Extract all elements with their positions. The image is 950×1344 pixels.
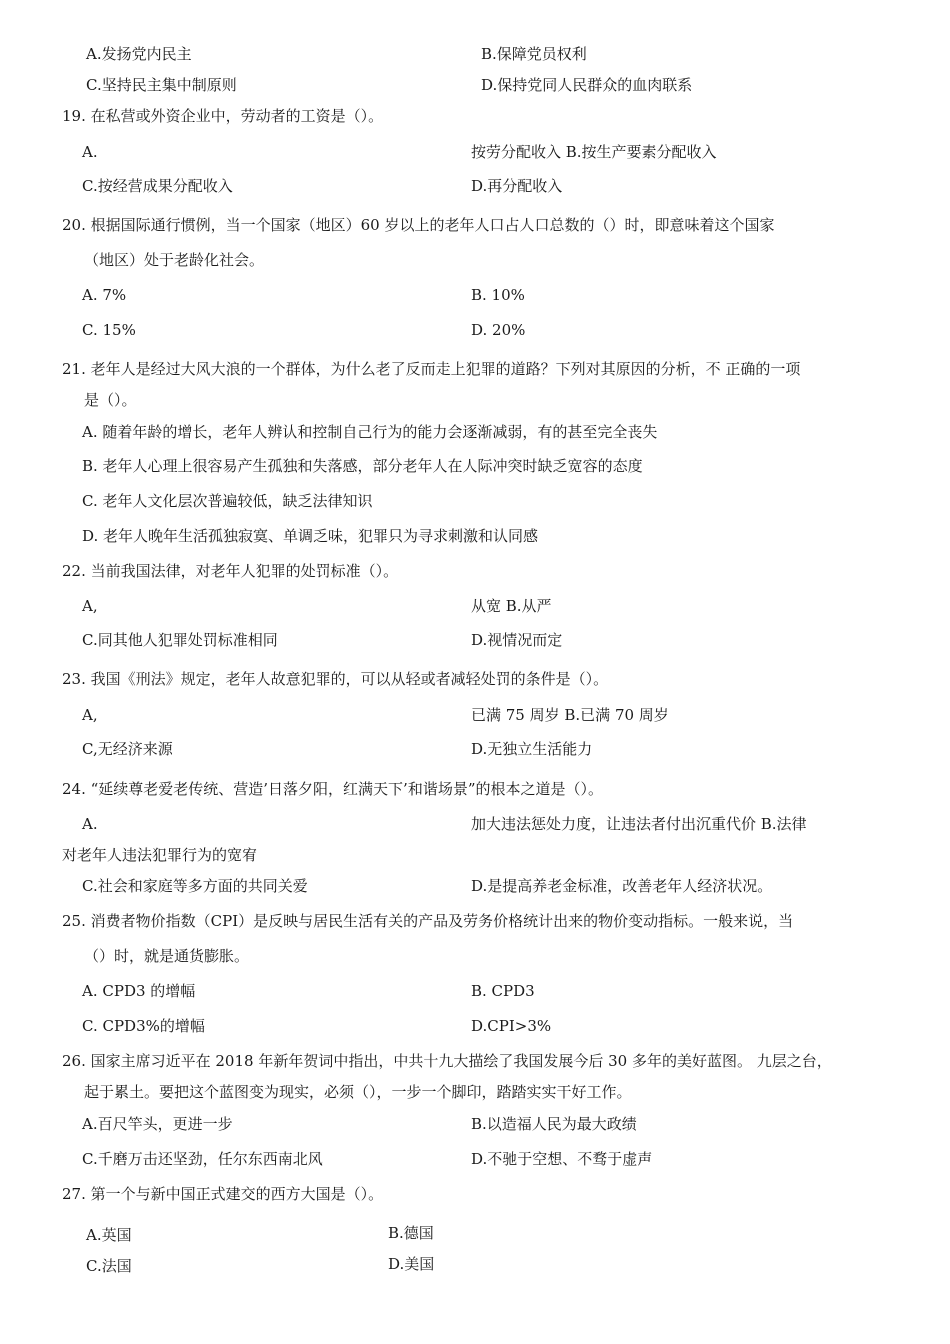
q23-option-c: C,无经济来源 (82, 740, 173, 758)
q21-option-b: B. 老年人心理上很容易产生孤独和失落感，部分老年人在人际冲突时缺乏宽容的态度 (82, 457, 643, 475)
q20-option-b: B. 10% (471, 286, 525, 304)
q23-option-d: D.无独立生活能力 (471, 740, 593, 758)
q22-option-c: C.同其他人犯罪处罚标准相同 (82, 631, 278, 649)
q20-stem-line1: 20. 根据国际通行惯例，当一个国家（地区）60 岁以上的老年人口占人口总数的（）时，即意味着这个国家 (62, 216, 775, 234)
q21-stem-line1: 21. 老年人是经过大风大浪的一个群体，为什么老了反而走上犯罪的道路？下列对其原因的分析，不 正确的一项 (62, 360, 801, 378)
q27-option-a: A.英国 (86, 1226, 132, 1244)
q23-stem: 23. 我国《刑法》规定，老年人故意犯罪的，可以从轻或者减轻处罚的条件是（）。 (62, 670, 609, 688)
q23-option-a-label: A, (82, 706, 98, 724)
q19-option-c: C.按经营成果分配收入 (82, 177, 233, 195)
q25-stem-line1: 25. 消费者物价指数（CPI）是反映与居民生活有关的产品及劳务价格统计出来的物价变动指标。一般来说，当 (62, 912, 794, 930)
q25-option-c: C. CPD3%的增幅 (82, 1017, 205, 1035)
q27-option-c: C.法国 (86, 1257, 132, 1275)
q24-option-d: D.是提高养老金标准，改善老年人经济状况。 (471, 877, 773, 895)
q27-option-d: D.美国 (388, 1255, 435, 1273)
q18-option-d: D.保持党同人民群众的血肉联系 (481, 76, 693, 94)
q21-option-a: A. 随着年龄的增长，老年人辨认和控制自己行为的能力会逐渐减弱，有的甚至完全丧失 (82, 423, 658, 441)
q22-stem: 22. 当前我国法律，对老年人犯罪的处罚标准（）。 (62, 562, 399, 580)
q24-option-a-label: A. (82, 815, 98, 833)
q26-option-b: B.以造福人民为最大政绩 (471, 1115, 637, 1133)
q22-option-a-b: 从宽 B.从严 (471, 597, 552, 615)
q24-option-b-continued: 对老年人违法犯罪行为的宽宥 (62, 846, 258, 864)
q25-option-d: D.CPI>3% (471, 1017, 552, 1035)
q18-option-b: B.保障党员权利 (481, 45, 587, 63)
q26-option-a: A.百尺竿头，更进一步 (82, 1115, 233, 1133)
q22-option-d: D.视情况而定 (471, 631, 563, 649)
q26-option-d: D.不驰于空想、不骛于虚声 (471, 1150, 653, 1168)
q19-option-a-b: 按劳分配收入 B.按生产要素分配收入 (471, 143, 717, 161)
q24-option-a-b: 加大违法惩处力度，让违法者付出沉重代价 B.法律 (471, 815, 807, 833)
q20-option-d: D. 20% (471, 321, 526, 339)
q27-stem: 27. 第一个与新中国正式建交的西方大国是（）。 (62, 1185, 384, 1203)
q25-option-b: B. CPD3 (471, 982, 535, 1000)
q19-option-a-label: A. (82, 143, 98, 161)
q25-stem-line2: （）时，就是通货膨胀。 (84, 947, 250, 965)
q26-stem-line2: 起于累土。要把这个蓝图变为现实，必须（），一步一个脚印，踏踏实实干好工作。 (84, 1083, 632, 1101)
q18-option-a: A.发扬党内民主 (86, 45, 192, 63)
q19-stem: 19. 在私营或外资企业中，劳动者的工资是（）。 (62, 107, 384, 125)
q19-option-d: D.再分配收入 (471, 177, 563, 195)
q21-option-d: D. 老年人晚年生活孤独寂寞、单调乏味，犯罪只为寻求刺激和认同感 (82, 527, 539, 545)
q24-option-c: C.社会和家庭等多方面的共同关爱 (82, 877, 308, 895)
q18-option-c: C.坚持民主集中制原则 (86, 76, 237, 94)
q21-stem-line2: 是（）。 (84, 391, 137, 409)
q21-option-c: C. 老年人文化层次普遍较低，缺乏法律知识 (82, 492, 373, 510)
q22-option-a-label: A, (82, 597, 98, 615)
q25-option-a: A. CPD3 的增幅 (82, 982, 196, 1000)
q27-option-b: B.德国 (388, 1224, 434, 1242)
q20-option-a: A. 7% (82, 286, 127, 304)
q20-option-c: C. 15% (82, 321, 136, 339)
q26-option-c: C.千磨万击还坚劲，任尔东西南北风 (82, 1150, 323, 1168)
q20-stem-line2: （地区）处于老龄化社会。 (84, 251, 265, 269)
q26-stem-line1: 26. 国家主席习近平在 2018 年新年贺词中指出，中共十九大描绘了我国发展今后 30 多年的美好蓝图。 九层之台， (62, 1052, 832, 1070)
q24-stem: 24. “延续尊老爱老传统、营造’日落夕阳，红满天下’和谐场景”的根本之道是（）。 (62, 780, 603, 798)
q23-option-a-b: 已满 75 周岁 B.已满 70 周岁 (471, 706, 669, 724)
